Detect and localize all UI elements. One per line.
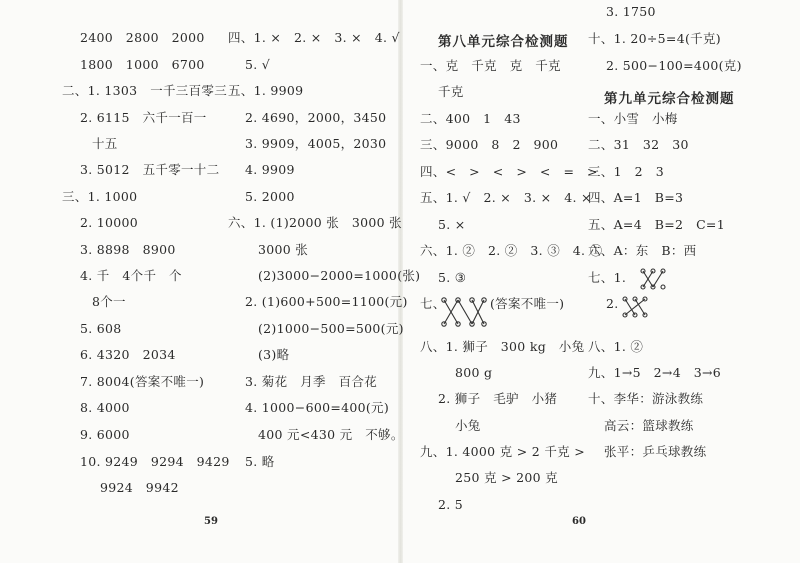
page-number-right: 60 (572, 516, 586, 527)
page-number-left: 59 (204, 516, 218, 527)
answer-line: 六、A：东 B：西 (588, 243, 697, 258)
answer-line: 3. 8898 8900 (80, 242, 176, 257)
answer-line: 3. 菊花 月季 百合花 (245, 374, 377, 389)
answer-line: 5. × (438, 217, 466, 232)
answer-line: 四、A=1 B=3 (588, 190, 684, 205)
answer-line: 5. ③ (438, 270, 467, 285)
answer-line: (3)略 (258, 347, 290, 362)
section-heading: 第九单元综合检测题 (604, 91, 735, 107)
answer-line: 6. 4320 2034 (80, 347, 176, 362)
answer-line: 三、1. 1000 (62, 189, 138, 204)
answer-line: 八、1. 狮子 300 kg 小兔 (420, 339, 585, 354)
answer-line: 5. √ (245, 57, 271, 72)
answer-line: 2. (1)600+500=1100(元) (245, 294, 408, 309)
answer-line: 3. 1750 (606, 4, 656, 19)
answer-line: 2. 500−100=400(克) (606, 58, 742, 73)
answer-line: 1800 1000 6700 (80, 57, 205, 72)
answer-line: 2. 5 (438, 497, 464, 512)
answer-line: 六、1. (1)2000 张 3000 张 (228, 215, 402, 230)
answer-line: 250 克 > 200 克 (455, 470, 558, 485)
answer-line: 七、1. (588, 270, 627, 285)
answer-line: 三、9000 8 2 900 (420, 137, 559, 152)
matching-diagram (640, 268, 666, 290)
answer-line: 3. 5012 五千零一十二 (80, 162, 220, 177)
answer-line: 2. 4690，2000，3450 (245, 110, 387, 125)
answer-line: 五、1. 9909 (228, 83, 304, 98)
answer-line: 二、1. 1303 一千三百零三 (62, 83, 228, 98)
answer-line: 8个一 (92, 294, 126, 309)
answer-line: 800 g (455, 365, 493, 380)
answer-line: (答案不唯一) (490, 296, 565, 311)
answer-line: 二、400 1 43 (420, 111, 521, 126)
answer-line: 五、1. √ 2. × 3. × 4. × (420, 190, 592, 205)
answer-line: 5. 2000 (245, 189, 295, 204)
answer-line: 400 元<430 元 不够。 (258, 427, 404, 442)
answer-line: 四、1. × 2. × 3. × 4. √ (228, 30, 400, 45)
answer-line: 二、31 32 30 (588, 137, 689, 152)
answer-line: 十五 (92, 136, 118, 151)
answer-line: 五、A=4 B=2 C=1 (588, 217, 725, 232)
answer-line: (2)1000−500=500(元) (258, 321, 404, 336)
answer-line: 一、克 千克 克 千克 (420, 58, 561, 73)
answer-line: 三、1 2 3 (588, 164, 664, 179)
answer-line: (2)3000−2000=1000(张) (258, 268, 421, 283)
answer-line: 张平：乒乓球教练 (604, 444, 707, 459)
answer-line: 九、1. 4000 克 > 2 千克 > (420, 444, 585, 459)
answer-line: 4. 9909 (245, 162, 295, 177)
section-heading: 第八单元综合检测题 (438, 34, 569, 50)
answer-line: 四、< > < > < = > (420, 164, 598, 179)
answer-line: 2400 2800 2000 (80, 30, 205, 45)
answer-line: 4. 1000−600=400(元) (245, 400, 390, 415)
matching-diagram (622, 296, 648, 318)
answer-line: 4. 千 4个千 个 (80, 268, 182, 283)
answer-line: 8. 4000 (80, 400, 130, 415)
answer-line: 3. 9909，4005，2030 (245, 136, 387, 151)
answer-line: 八、1. ② (588, 339, 644, 354)
answer-line: 2. (606, 296, 619, 311)
answer-line: 2. 6115 六千一百一 (80, 110, 207, 125)
answer-line: 7. 8004(答案不唯一) (80, 374, 205, 389)
answer-line: 9. 6000 (80, 427, 130, 442)
answer-line: 3000 张 (258, 242, 309, 257)
answer-line: 10. 9249 9294 9429 (80, 454, 230, 469)
answer-line: 高云：篮球教练 (604, 418, 694, 433)
answer-line: 小兔 (455, 418, 481, 433)
answer-line: 5. 608 (80, 321, 122, 336)
answer-line: 六、1. ② 2. ② 3. ③ 4. ① (420, 243, 603, 258)
answer-line: 一、小雪 小梅 (588, 111, 678, 126)
answer-line: 2. 10000 (80, 215, 139, 230)
answer-line: 2. 狮子 毛驴 小猪 (438, 391, 558, 406)
answer-line: 9924 9942 (100, 480, 179, 495)
answer-line: 十、李华：游泳教练 (588, 391, 704, 406)
answer-line: 七、 (420, 296, 446, 311)
matching-diagram (440, 296, 488, 328)
answer-line: 千克 (438, 84, 464, 99)
answer-line: 5. 略 (245, 454, 275, 469)
answer-line: 十、1. 20÷5=4(千克) (588, 31, 721, 46)
answer-line: 九、1→5 2→4 3→6 (588, 365, 722, 380)
